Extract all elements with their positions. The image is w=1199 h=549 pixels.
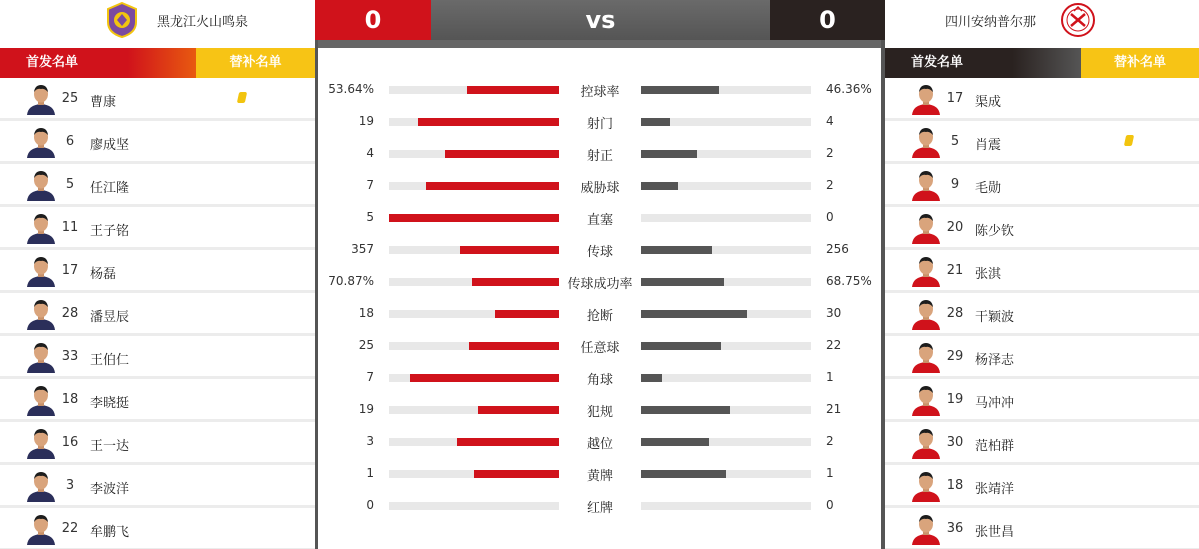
stat-away-bar — [641, 406, 730, 414]
stat-home-bar-track — [389, 278, 559, 286]
player-name[interactable]: 曹康 — [90, 95, 117, 110]
stat-away-bar-track — [641, 150, 811, 158]
player-avatar — [911, 126, 941, 158]
stat-away-bar — [641, 342, 721, 350]
stat-home-bar — [472, 278, 559, 286]
player-avatar — [911, 212, 941, 244]
player-name[interactable]: 毛勋 — [975, 181, 1002, 196]
stat-away-bar-track — [641, 406, 811, 414]
stat-away-value: 2 — [826, 146, 834, 160]
player-number: 19 — [946, 392, 964, 407]
player-avatar — [911, 513, 941, 545]
stat-home-value: 1 — [366, 466, 374, 480]
match-stats-panel — [318, 48, 881, 549]
home-player-row[interactable] — [0, 207, 315, 250]
stat-away-bar-track — [641, 342, 811, 350]
away-player-row[interactable] — [885, 336, 1199, 379]
stat-row — [318, 208, 881, 228]
away-player-row[interactable] — [885, 250, 1199, 293]
player-avatar — [26, 341, 56, 373]
stat-away-value: 46.36% — [826, 82, 872, 96]
stat-home-value: 25 — [358, 338, 374, 352]
stat-home-bar — [467, 86, 559, 94]
away-player-row[interactable] — [885, 121, 1199, 164]
stat-home-value: 19 — [358, 402, 374, 416]
match-header — [0, 0, 1199, 40]
player-number: 29 — [946, 349, 964, 364]
stat-row — [318, 400, 881, 420]
stat-home-bar — [426, 182, 559, 190]
stat-home-bar-track — [389, 342, 559, 350]
player-avatar — [911, 83, 941, 115]
player-number: 18 — [61, 392, 79, 407]
vs-label: vs — [431, 0, 770, 40]
player-name[interactable]: 张靖洋 — [975, 482, 1015, 497]
away-subs-tab[interactable]: 替补名单 — [1081, 48, 1199, 78]
stat-home-value: 7 — [366, 178, 374, 192]
stat-home-bar-track — [389, 470, 559, 478]
player-name[interactable]: 马冲冲 — [975, 396, 1015, 411]
stat-away-value: 4 — [826, 114, 834, 128]
stat-away-bar — [641, 438, 709, 446]
away-player-row[interactable] — [885, 207, 1199, 250]
player-avatar — [26, 427, 56, 459]
player-name[interactable]: 范柏群 — [975, 439, 1015, 454]
yellow-card-icon — [1124, 135, 1134, 146]
player-number: 3 — [65, 478, 75, 493]
stat-away-value: 1 — [826, 466, 834, 480]
player-avatar — [26, 83, 56, 115]
stat-label: 抢断 — [586, 309, 613, 324]
player-number: 6 — [65, 134, 75, 149]
stat-label: 传球成功率 — [567, 277, 633, 292]
player-name[interactable]: 杨磊 — [90, 267, 117, 282]
stat-away-value: 2 — [826, 178, 834, 192]
stat-home-value: 18 — [358, 306, 374, 320]
stat-away-bar-track — [641, 310, 811, 318]
stat-label: 控球率 — [580, 85, 620, 100]
stat-away-bar-track — [641, 182, 811, 190]
player-avatar — [26, 169, 56, 201]
stat-home-bar-track — [389, 374, 559, 382]
stat-away-bar — [641, 118, 670, 126]
player-avatar — [911, 255, 941, 287]
player-avatar — [26, 384, 56, 416]
stat-home-bar — [410, 374, 559, 382]
stat-row — [318, 144, 881, 164]
stat-away-bar-track — [641, 278, 811, 286]
home-lineup-tabs — [0, 48, 315, 78]
away-lineup-panel — [885, 40, 1199, 549]
home-player-row[interactable] — [0, 121, 315, 164]
away-player-row[interactable] — [885, 293, 1199, 336]
player-avatar — [26, 126, 56, 158]
stat-home-value: 5 — [366, 210, 374, 224]
stat-home-bar — [457, 438, 559, 446]
away-team-name[interactable]: 四川安纳普尔那 — [945, 15, 1037, 30]
player-avatar — [26, 513, 56, 545]
stat-row — [318, 112, 881, 132]
stat-row — [318, 432, 881, 452]
stat-home-bar — [474, 470, 559, 478]
away-player-row[interactable] — [885, 508, 1199, 549]
stat-away-value: 0 — [826, 498, 834, 512]
home-team-crest-icon — [105, 2, 139, 38]
home-player-row[interactable] — [0, 422, 315, 465]
player-avatar — [911, 427, 941, 459]
player-number: 16 — [61, 435, 79, 450]
player-name[interactable]: 廖成坚 — [90, 138, 130, 153]
player-number: 28 — [946, 306, 964, 321]
stat-away-value: 2 — [826, 434, 834, 448]
home-team-name[interactable]: 黑龙江火山鸣泉 — [157, 15, 249, 30]
player-name[interactable]: 潘昱辰 — [90, 310, 130, 325]
home-team-header — [0, 0, 315, 40]
home-subs-tab[interactable]: 替补名单 — [196, 48, 315, 78]
stat-row — [318, 368, 881, 388]
stat-away-value: 68.75% — [826, 274, 872, 288]
stat-away-bar-track — [641, 118, 811, 126]
stat-away-bar-track — [641, 214, 811, 222]
stat-home-bar-track — [389, 214, 559, 222]
player-number: 30 — [946, 435, 964, 450]
away-lineup-tabs — [885, 48, 1199, 78]
yellow-card-icon — [237, 92, 247, 103]
stat-away-value: 22 — [826, 338, 842, 352]
player-name[interactable]: 肖震 — [975, 138, 1002, 153]
stat-home-bar-track — [389, 86, 559, 94]
home-lineup-panel — [0, 40, 315, 549]
home-player-row[interactable] — [0, 508, 315, 549]
stat-home-bar-track — [389, 118, 559, 126]
stat-row — [318, 496, 881, 516]
stat-home-value: 7 — [366, 370, 374, 384]
player-name[interactable]: 张世昌 — [975, 525, 1015, 540]
stat-home-bar — [478, 406, 559, 414]
stat-home-bar-track — [389, 310, 559, 318]
player-name[interactable]: 王一达 — [90, 439, 130, 454]
player-avatar — [26, 470, 56, 502]
player-number: 17 — [946, 91, 964, 106]
home-player-list — [0, 78, 315, 549]
player-name[interactable]: 王伯仁 — [90, 353, 130, 368]
away-player-row[interactable] — [885, 465, 1199, 508]
player-name[interactable]: 张淇 — [975, 267, 1002, 282]
stat-home-value: 357 — [351, 242, 374, 256]
stats-top-strip — [318, 40, 881, 48]
stat-row — [318, 80, 881, 100]
stat-home-value: 4 — [366, 146, 374, 160]
stat-away-bar-track — [641, 438, 811, 446]
away-player-row[interactable] — [885, 422, 1199, 465]
stat-away-bar — [641, 470, 726, 478]
player-number: 9 — [950, 177, 960, 192]
stat-label: 射正 — [586, 149, 613, 164]
stat-away-value: 256 — [826, 242, 849, 256]
away-score: 0 — [770, 0, 885, 40]
stat-away-bar — [641, 86, 719, 94]
player-number: 11 — [61, 220, 79, 235]
stat-away-bar-track — [641, 502, 811, 510]
stat-away-value: 30 — [826, 306, 842, 320]
stat-label: 任意球 — [580, 341, 620, 356]
home-player-row[interactable] — [0, 379, 315, 422]
player-number: 33 — [61, 349, 79, 364]
player-name[interactable]: 杨泽志 — [975, 353, 1015, 368]
stat-home-bar-track — [389, 150, 559, 158]
player-number: 25 — [61, 91, 79, 106]
stat-row — [318, 176, 881, 196]
stat-home-value: 0 — [366, 498, 374, 512]
stat-row — [318, 336, 881, 356]
player-name[interactable]: 牟鹏飞 — [90, 525, 130, 540]
stat-home-bar-track — [389, 502, 559, 510]
stat-home-value: 3 — [366, 434, 374, 448]
stat-home-bar-track — [389, 246, 559, 254]
stat-away-bar-track — [641, 246, 811, 254]
stat-row — [318, 240, 881, 260]
away-player-row[interactable] — [885, 78, 1199, 121]
home-player-row[interactable] — [0, 465, 315, 508]
player-number: 36 — [946, 521, 964, 536]
home-player-row[interactable] — [0, 250, 315, 293]
player-name[interactable]: 李波洋 — [90, 482, 130, 497]
stat-away-bar-track — [641, 374, 811, 382]
player-number: 20 — [946, 220, 964, 235]
stat-home-bar-track — [389, 182, 559, 190]
player-number: 28 — [61, 306, 79, 321]
stat-home-bar — [460, 246, 559, 254]
stat-label: 越位 — [586, 437, 613, 452]
stat-label: 威胁球 — [580, 181, 620, 196]
player-avatar — [26, 298, 56, 330]
stat-label: 射门 — [586, 117, 613, 132]
home-player-row[interactable] — [0, 293, 315, 336]
stat-home-value: 53.64% — [328, 82, 374, 96]
stat-row — [318, 304, 881, 324]
stat-away-bar — [641, 374, 662, 382]
player-avatar — [911, 384, 941, 416]
stat-home-bar — [418, 118, 559, 126]
player-number: 22 — [61, 521, 79, 536]
stat-home-bar-track — [389, 406, 559, 414]
home-player-row[interactable] — [0, 164, 315, 207]
player-name[interactable]: 王子铭 — [90, 224, 130, 239]
stat-away-bar — [641, 150, 697, 158]
stat-away-bar — [641, 278, 724, 286]
away-player-row[interactable] — [885, 379, 1199, 422]
stat-home-bar — [445, 150, 559, 158]
player-number: 21 — [946, 263, 964, 278]
stat-row — [318, 464, 881, 484]
stat-label: 传球 — [586, 245, 613, 260]
stat-home-value: 70.87% — [328, 274, 374, 288]
away-starting-tab[interactable]: 首发名单 — [885, 48, 1081, 78]
player-name[interactable]: 李晓挺 — [90, 396, 130, 411]
player-name[interactable]: 任江隆 — [90, 181, 130, 196]
stat-away-bar-track — [641, 470, 811, 478]
stat-away-bar — [641, 182, 678, 190]
player-number: 5 — [950, 134, 960, 149]
player-number: 18 — [946, 478, 964, 493]
stat-away-value: 0 — [826, 210, 834, 224]
player-avatar — [26, 212, 56, 244]
player-name[interactable]: 干颖波 — [975, 310, 1015, 325]
player-number: 17 — [61, 263, 79, 278]
stat-label: 犯规 — [586, 405, 613, 420]
stat-away-bar — [641, 310, 747, 318]
stat-away-value: 21 — [826, 402, 842, 416]
home-starting-tab[interactable]: 首发名单 — [0, 48, 196, 78]
home-score: 0 — [315, 0, 431, 40]
stat-row — [318, 272, 881, 292]
stat-label: 红牌 — [586, 501, 613, 516]
away-player-list — [885, 78, 1199, 549]
stat-home-bar — [389, 214, 559, 222]
player-name[interactable]: 渠成 — [975, 95, 1002, 110]
stat-home-bar — [495, 310, 559, 318]
away-player-row[interactable] — [885, 164, 1199, 207]
stat-label: 角球 — [586, 373, 613, 388]
home-player-row[interactable] — [0, 336, 315, 379]
player-number: 5 — [65, 177, 75, 192]
home-player-row[interactable] — [0, 78, 315, 121]
player-name[interactable]: 陈少钦 — [975, 224, 1015, 239]
away-team-header — [885, 0, 1199, 40]
stat-label: 直塞 — [586, 213, 613, 228]
player-avatar — [911, 341, 941, 373]
stat-home-value: 19 — [358, 114, 374, 128]
stat-label: 黄牌 — [586, 469, 613, 484]
player-avatar — [911, 169, 941, 201]
player-avatar — [911, 470, 941, 502]
player-avatar — [911, 298, 941, 330]
stat-home-bar — [469, 342, 559, 350]
stat-away-bar — [641, 246, 712, 254]
player-avatar — [26, 255, 56, 287]
stat-away-bar-track — [641, 86, 811, 94]
stat-home-bar-track — [389, 438, 559, 446]
away-team-crest-icon — [1060, 2, 1096, 38]
stat-away-value: 1 — [826, 370, 834, 384]
